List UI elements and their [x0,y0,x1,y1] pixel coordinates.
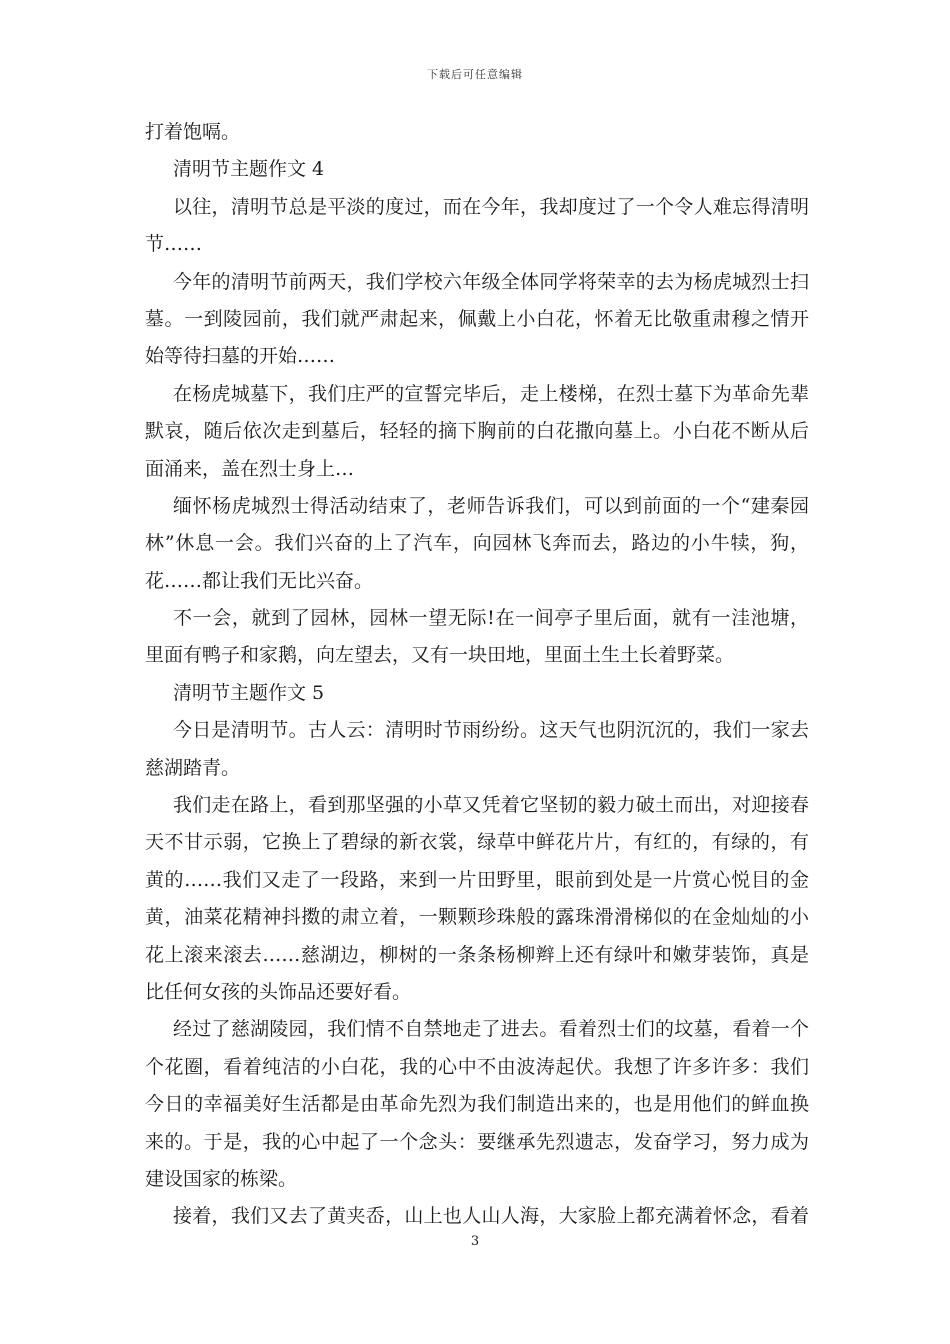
text-line: 默哀，随后依次走到墓后，轻轻的摘下胸前的白花撒向墓上。小白花不断从后 [145,420,809,443]
text-line: 花上滚来滚去……慈湖边，柳树的一条条杨柳辫上还有绿叶和嫩芽装饰，真是 [145,943,809,966]
text-line: 今日是清明节。古人云：清明时节雨纷纷。这天气也阴沉沉的，我们一家去 [173,719,809,742]
text-line: 墓。一到陵园前，我们就严肃起来，佩戴上小白花，怀着无比敬重肃穆之情开 [145,307,809,330]
text-line: 天不甘示弱，它换上了碧绿的新衣裳，绿草中鲜花片片，有红的，有绿的，有 [145,831,809,854]
text-line: 今日的幸福美好生活都是由革命先烈为我们制造出来的，也是用他们的鲜血换 [145,1093,809,1116]
text-line: 比任何女孩的头饰品还要好看。 [145,980,412,1003]
text-line: 建设国家的栋梁。 [145,1167,298,1190]
text-line: 黄，油菜花精神抖擞的肃立着，一颗颗珍珠般的露珠滑滑梯似的在金灿灿的小 [145,906,809,929]
text-line: 来的。于是，我的心中起了一个念头：要继承先烈遗志，发奋学习，努力成为 [145,1130,809,1153]
text-line: 在杨虎城墓下，我们庄严的宣誓完毕后，走上楼梯，在烈士墓下为革命先辈 [173,382,809,405]
text-line: 打着饱嗝。 [145,121,241,143]
text-line: 里面有鸭子和家鹅，向左望去，又有一块田地，里面土生土长着野菜。 [145,644,735,667]
text-line: 始等待扫墓的开始…… [145,345,336,368]
text-line: 清明节主题作文 4 [173,158,325,181]
document-body [145,114,809,1236]
text-line: 以往，清明节总是平淡的度过，而在今年，我却度过了一个令人难忘得清明 [173,195,809,218]
page-number: 3 [470,1234,480,1249]
text-line: 林”休息一会。我们兴奋的上了汽车，向园林飞奔而去，路边的小牛犊，狗， [145,532,809,555]
text-line: 面涌来，盖在烈士身上… [145,457,355,480]
text-line: 不一会，就到了园林，园林一望无际!在一间亭子里后面，就有一洼池塘， [173,607,809,630]
text-line: 慈湖踏青。 [145,756,241,779]
text-line: 缅怀杨虎城烈士得活动结束了，老师告诉我们，可以到前面的一个“建秦园 [173,494,809,517]
text-line: 个花圈，看着纯洁的小白花，我的心中不由波涛起伏。我想了许多许多：我们 [145,1055,809,1078]
text-line: 经过了慈湖陵园，我们情不自禁地走了进去。看着烈士们的坟墓，看着一个 [173,1018,809,1041]
text-line: 今年的清明节前两天，我们学校六年级全体同学将荣幸的去为杨虎城烈士扫 [173,270,809,293]
text-line: 节…… [145,233,203,256]
text-line: 我们走在路上，看到那坚强的小草又凭着它坚韧的毅力破土而出，对迎接春 [173,794,809,817]
text-line: 黄的……我们又走了一段路，来到一片田野里，眼前到处是一片赏心悦目的金 [145,868,809,891]
text-line: 接着，我们又去了黄夹岙，山上也人山人海，大家脸上都充满着怀念，看着 [173,1205,809,1228]
page-header: 下载后可任意编辑 [427,68,523,81]
text-line: 花……都让我们无比兴奋。 [145,569,374,592]
text-line: 清明节主题作文 5 [173,681,325,704]
